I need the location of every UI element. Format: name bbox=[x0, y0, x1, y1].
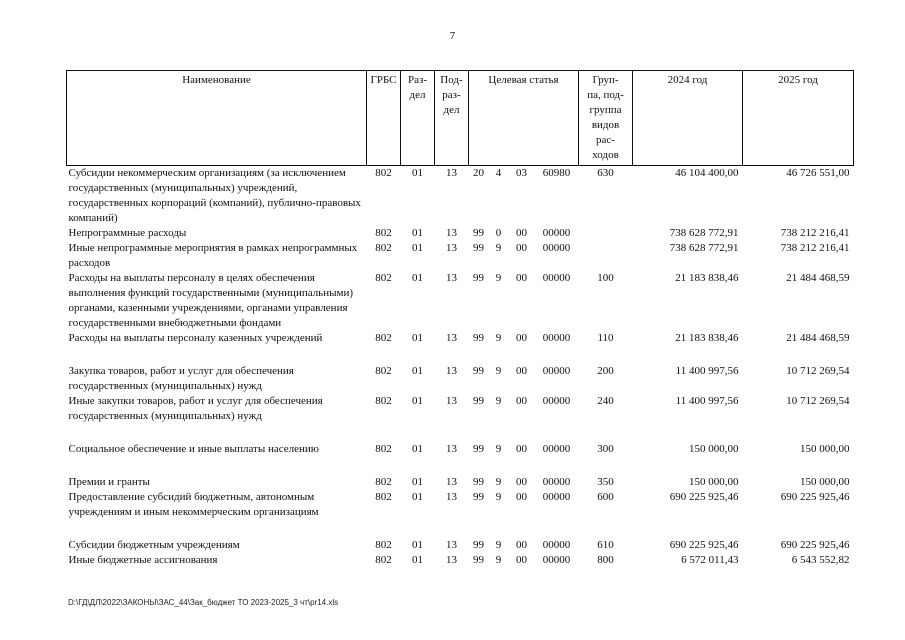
cell-t2: 9 bbox=[495, 365, 502, 377]
cell-t1: 99 bbox=[473, 272, 484, 284]
cell-pr: 13 bbox=[446, 242, 457, 254]
cell-t3: 00 bbox=[516, 554, 527, 566]
cell-t1: 99 bbox=[473, 227, 484, 239]
table-row bbox=[67, 475, 854, 490]
table-row bbox=[67, 364, 854, 394]
cell-grbs: 802 bbox=[375, 395, 392, 407]
cell-t2: 0 bbox=[495, 227, 502, 239]
cell-grbs: 802 bbox=[375, 167, 392, 179]
header-razdel: Раз- дел bbox=[401, 71, 435, 166]
cell-pr: 13 bbox=[446, 332, 457, 344]
budget-table-container bbox=[66, 70, 853, 568]
cell-y2025: 21 484 468,59 bbox=[786, 272, 850, 284]
row-spacer bbox=[67, 424, 854, 442]
cell-y2025: 150 000,00 bbox=[800, 476, 850, 488]
cell-y2024: 150 000,00 bbox=[689, 443, 739, 455]
cell-rz: 01 bbox=[412, 332, 423, 344]
cell-t2: 4 bbox=[495, 167, 502, 179]
cell-t3: 00 bbox=[516, 491, 527, 503]
cell-pr: 13 bbox=[446, 365, 457, 377]
cell-t2: 9 bbox=[495, 476, 502, 488]
cell-grbs: 802 bbox=[375, 332, 392, 344]
cell-name: Предоставление субсидий бюджетным, автономным учреждениям и иным некоммерческим организациям bbox=[68, 491, 319, 518]
row-spacer bbox=[67, 346, 854, 364]
cell-t4: 00000 bbox=[542, 395, 571, 407]
cell-vr: 350 bbox=[597, 476, 614, 488]
cell-t4: 00000 bbox=[542, 227, 571, 239]
cell-t1: 99 bbox=[473, 242, 484, 254]
cell-name: Социальное обеспечение и иные выплаты населению bbox=[68, 443, 320, 455]
cell-pr: 13 bbox=[446, 167, 457, 179]
cell-pr: 13 bbox=[446, 554, 457, 566]
cell-name: Иные непрограммные мероприятия в рамках непрограммных расходов bbox=[68, 242, 358, 269]
cell-vr: 300 bbox=[597, 443, 614, 455]
cell-y2025: 690 225 925,46 bbox=[780, 539, 850, 551]
table-row bbox=[67, 538, 854, 553]
table-row bbox=[67, 226, 854, 241]
table-row bbox=[67, 553, 854, 568]
footer-file-path: D:\ГД\ДЛ\2022\ЗАКОНЫ\ЗАС_44\Зак_бюджет ТО 2023-2025_3 чт\pr14.xls bbox=[68, 598, 339, 607]
cell-y2025: 690 225 925,46 bbox=[780, 491, 850, 503]
cell-y2024: 738 628 772,91 bbox=[669, 242, 739, 254]
table-row bbox=[67, 241, 854, 271]
cell-grbs: 802 bbox=[375, 242, 392, 254]
cell-grbs: 802 bbox=[375, 554, 392, 566]
header-2025: 2025 год bbox=[743, 71, 854, 166]
cell-y2025: 150 000,00 bbox=[800, 443, 850, 455]
cell-t2: 9 bbox=[495, 332, 502, 344]
cell-t3: 00 bbox=[516, 443, 527, 455]
cell-y2024: 21 183 838,46 bbox=[675, 332, 739, 344]
cell-rz: 01 bbox=[412, 242, 423, 254]
cell-vr: 240 bbox=[597, 395, 614, 407]
cell-y2024: 11 400 997,56 bbox=[675, 365, 739, 377]
cell-vr bbox=[579, 226, 633, 241]
cell-vr: 200 bbox=[597, 365, 614, 377]
header-target-article: Целевая статья bbox=[469, 71, 579, 166]
table-body bbox=[67, 166, 854, 569]
row-spacer bbox=[67, 520, 854, 538]
cell-t2: 9 bbox=[495, 539, 502, 551]
cell-y2024: 46 104 400,00 bbox=[675, 167, 739, 179]
cell-pr: 13 bbox=[446, 227, 457, 239]
cell-name: Премии и гранты bbox=[68, 476, 150, 488]
cell-y2025: 738 212 216,41 bbox=[780, 227, 850, 239]
cell-y2025: 21 484 468,59 bbox=[786, 332, 850, 344]
cell-name: Иные закупки товаров, работ и услуг для обеспечения государственных (муниципальных) нужд bbox=[68, 395, 323, 422]
cell-t2: 9 bbox=[495, 554, 502, 566]
cell-rz: 01 bbox=[412, 491, 423, 503]
cell-t2: 9 bbox=[495, 395, 502, 407]
cell-t3: 00 bbox=[516, 272, 527, 284]
header-expense-group: Груп- па, под- группа видов рас- ходов bbox=[579, 71, 633, 166]
cell-t2: 9 bbox=[495, 491, 502, 503]
cell-vr: 110 bbox=[597, 332, 614, 344]
cell-y2024: 11 400 997,56 bbox=[675, 395, 739, 407]
cell-vr: 800 bbox=[597, 554, 614, 566]
cell-y2024: 690 225 925,46 bbox=[669, 539, 739, 551]
table-row bbox=[67, 394, 854, 424]
cell-vr: 600 bbox=[597, 491, 614, 503]
cell-t2: 9 bbox=[495, 272, 502, 284]
cell-rz: 01 bbox=[412, 227, 423, 239]
cell-t1: 99 bbox=[473, 476, 484, 488]
table-row bbox=[67, 442, 854, 457]
cell-y2024: 690 225 925,46 bbox=[669, 491, 739, 503]
row-spacer bbox=[67, 457, 854, 475]
cell-t1: 99 bbox=[473, 365, 484, 377]
cell-t3: 03 bbox=[516, 167, 527, 179]
cell-t4: 00000 bbox=[542, 554, 571, 566]
cell-rz: 01 bbox=[412, 365, 423, 377]
cell-pr: 13 bbox=[446, 395, 457, 407]
cell-y2024: 738 628 772,91 bbox=[669, 227, 739, 239]
cell-grbs: 802 bbox=[375, 443, 392, 455]
cell-t1: 20 bbox=[473, 167, 484, 179]
cell-pr: 13 bbox=[446, 443, 457, 455]
cell-t3: 00 bbox=[516, 539, 527, 551]
cell-y2025: 6 543 552,82 bbox=[791, 554, 850, 566]
cell-t1: 99 bbox=[473, 554, 484, 566]
cell-pr: 13 bbox=[446, 491, 457, 503]
cell-t3: 00 bbox=[516, 227, 527, 239]
cell-t1: 99 bbox=[473, 332, 484, 344]
header-name: Наименование bbox=[67, 71, 367, 166]
cell-t4: 00000 bbox=[542, 539, 571, 551]
cell-rz: 01 bbox=[412, 554, 423, 566]
cell-name: Непрограммные расходы bbox=[68, 227, 187, 239]
cell-grbs: 802 bbox=[375, 539, 392, 551]
table-row bbox=[67, 331, 854, 346]
cell-t4: 00000 bbox=[542, 443, 571, 455]
table-row bbox=[67, 271, 854, 331]
cell-y2025: 738 212 216,41 bbox=[780, 242, 850, 254]
cell-y2025: 10 712 269,54 bbox=[786, 395, 850, 407]
cell-t4: 60980 bbox=[542, 167, 571, 179]
cell-vr: 100 bbox=[597, 272, 614, 284]
cell-grbs: 802 bbox=[375, 272, 392, 284]
cell-rz: 01 bbox=[412, 395, 423, 407]
cell-t4: 00000 bbox=[542, 332, 571, 344]
cell-name: Закупка товаров, работ и услуг для обеспечения государственных (муниципальных) нужд bbox=[68, 365, 294, 392]
cell-rz: 01 bbox=[412, 272, 423, 284]
cell-t2: 9 bbox=[495, 242, 502, 254]
header-2024: 2024 год bbox=[633, 71, 743, 166]
cell-rz: 01 bbox=[412, 167, 423, 179]
cell-t3: 00 bbox=[516, 365, 527, 377]
table-header-row bbox=[67, 71, 854, 166]
cell-rz: 01 bbox=[412, 476, 423, 488]
cell-vr: 610 bbox=[597, 539, 614, 551]
cell-y2024: 150 000,00 bbox=[689, 476, 739, 488]
cell-rz: 01 bbox=[412, 443, 423, 455]
cell-pr: 13 bbox=[446, 476, 457, 488]
cell-pr: 13 bbox=[446, 272, 457, 284]
cell-y2025: 10 712 269,54 bbox=[786, 365, 850, 377]
cell-name: Иные бюджетные ассигнования bbox=[68, 554, 218, 566]
cell-t4: 00000 bbox=[542, 476, 571, 488]
cell-t1: 99 bbox=[473, 443, 484, 455]
cell-t3: 00 bbox=[516, 395, 527, 407]
cell-name: Расходы на выплаты персоналу в целях обеспечения выполнения функций государственными (муниципальными) органами, казенными учреждениями, органами управления государственными внебюджетными фондами bbox=[68, 272, 353, 329]
cell-t3: 00 bbox=[516, 476, 527, 488]
cell-y2024: 6 572 011,43 bbox=[681, 554, 739, 566]
cell-pr: 13 bbox=[446, 539, 457, 551]
cell-name: Субсидии бюджетным учреждениям bbox=[68, 539, 240, 551]
cell-t1: 99 bbox=[473, 539, 484, 551]
cell-t4: 00000 bbox=[542, 491, 571, 503]
cell-grbs: 802 bbox=[375, 227, 392, 239]
cell-t2: 9 bbox=[495, 443, 502, 455]
budget-table bbox=[66, 70, 854, 568]
header-grbs: ГРБС bbox=[367, 71, 401, 166]
cell-rz: 01 bbox=[412, 539, 423, 551]
header-podrazdel: Под- раз- дел bbox=[435, 71, 469, 166]
cell-vr: 630 bbox=[597, 167, 614, 179]
cell-t4: 00000 bbox=[542, 272, 571, 284]
cell-t4: 00000 bbox=[542, 242, 571, 254]
cell-y2025: 46 726 551,00 bbox=[786, 167, 850, 179]
cell-grbs: 802 bbox=[375, 365, 392, 377]
cell-name: Субсидии некоммерческим организациям (за исключением государственных (муниципальных) учреждений, государственных корпораций (компаний), публично-правовых компаний) bbox=[68, 167, 361, 224]
cell-t1: 99 bbox=[473, 395, 484, 407]
table-row bbox=[67, 166, 854, 227]
cell-t1: 99 bbox=[473, 491, 484, 503]
cell-y2024: 21 183 838,46 bbox=[675, 272, 739, 284]
cell-t3: 00 bbox=[516, 242, 527, 254]
page-number: 7 bbox=[449, 30, 456, 42]
table-row bbox=[67, 490, 854, 520]
cell-grbs: 802 bbox=[375, 476, 392, 488]
cell-name: Расходы на выплаты персоналу казенных учреждений bbox=[68, 332, 323, 344]
cell-t3: 00 bbox=[516, 332, 527, 344]
cell-grbs: 802 bbox=[375, 491, 392, 503]
cell-vr bbox=[579, 241, 633, 271]
cell-t4: 00000 bbox=[542, 365, 571, 377]
